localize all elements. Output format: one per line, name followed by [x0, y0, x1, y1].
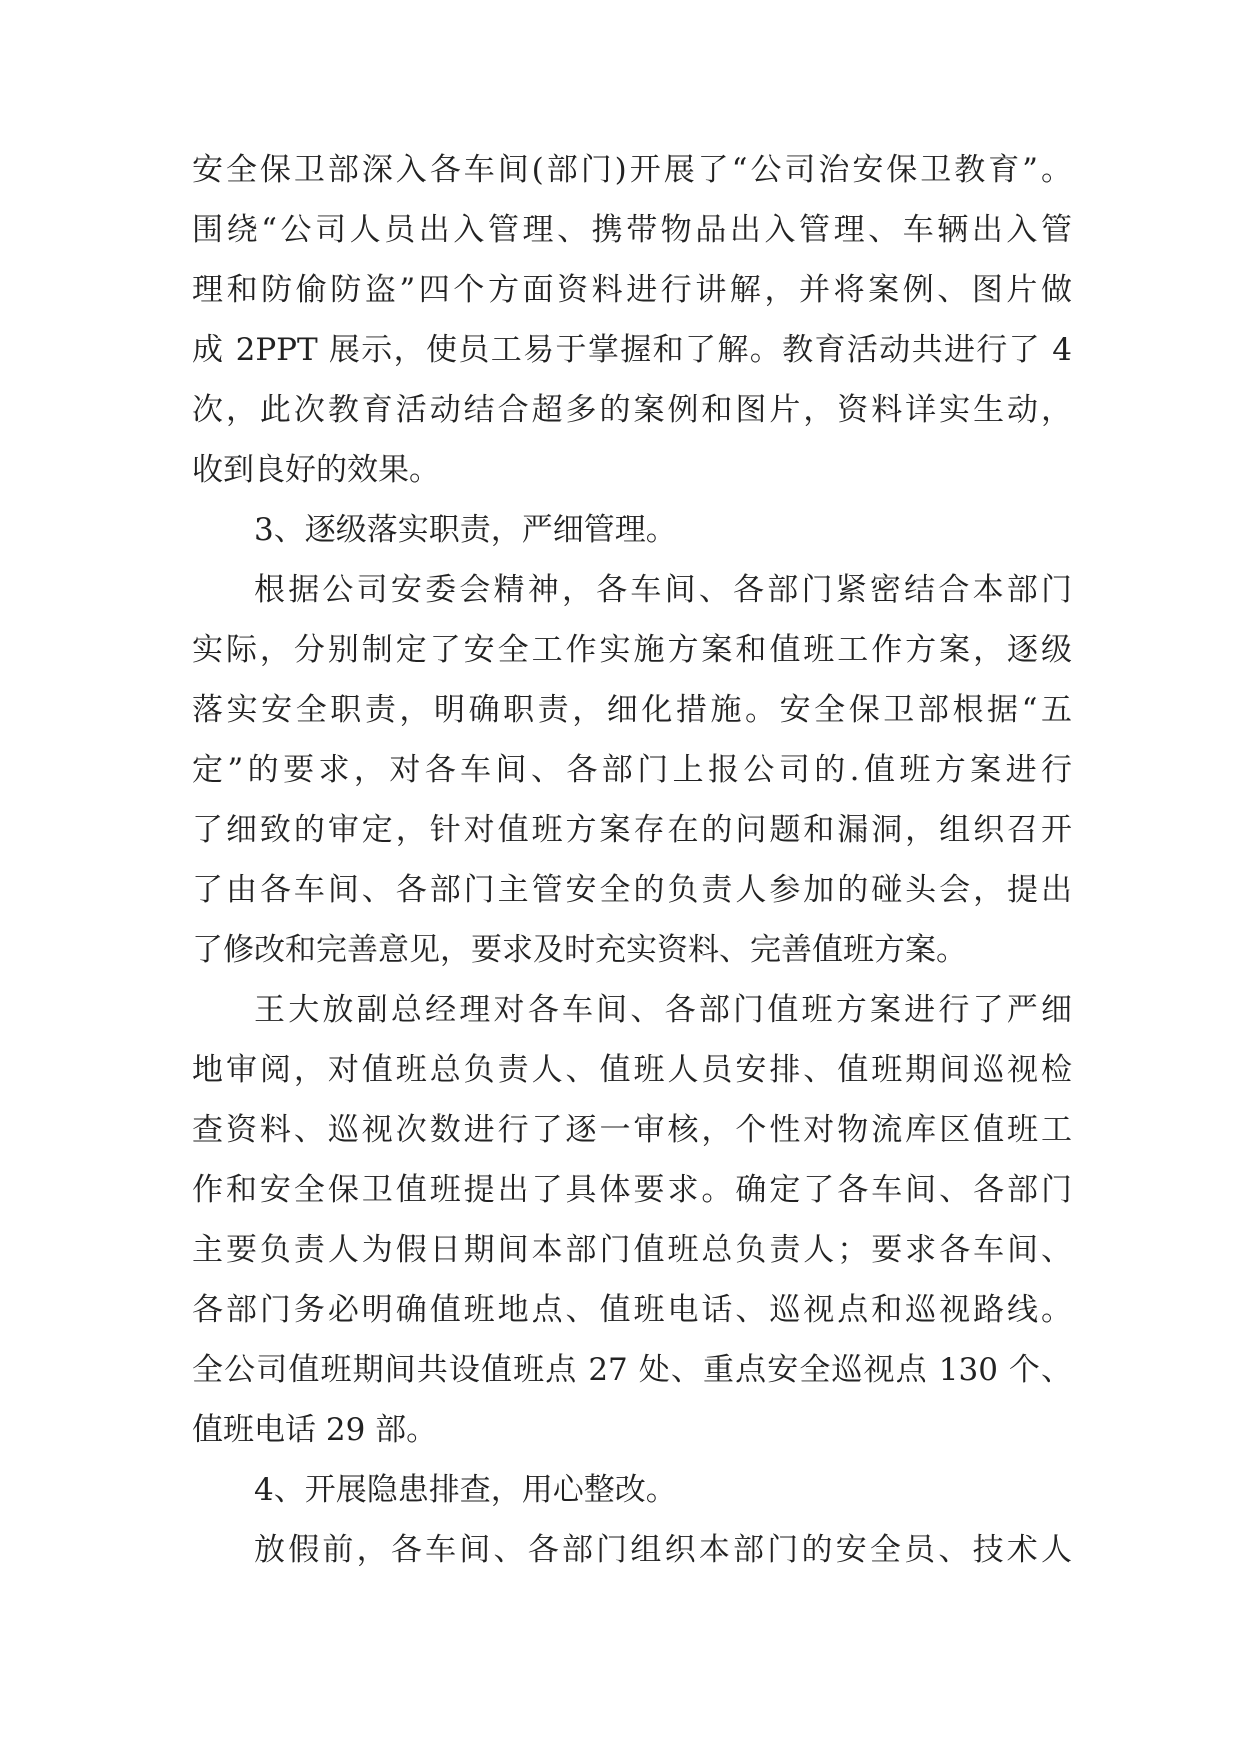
- paragraph-line: 定”的要求，对各车间、各部门上报公司的.值班方案进行: [192, 752, 1072, 788]
- paragraph-line: 理和防偷防盗”四个方面资料进行讲解，并将案例、图片做: [192, 272, 1072, 308]
- paragraph-line: 了细致的审定，针对值班方案存在的问题和漏洞，组织召开: [192, 812, 1072, 848]
- paragraph-line: 成 2PPT 展示，使员工易于掌握和了解。教育活动共进行了 4: [192, 332, 1072, 368]
- paragraph-line: 地审阅，对值班总负责人、值班人员安排、值班期间巡视检: [192, 1052, 1072, 1088]
- paragraph-line: 收到良好的效果。: [192, 452, 440, 488]
- paragraph-line: 值班电话 29 部。: [192, 1412, 438, 1448]
- paragraph-line: 各部门务必明确值班地点、值班电话、巡视点和巡视路线。: [192, 1292, 1072, 1328]
- paragraph-line: 了由各车间、各部门主管安全的负责人参加的碰头会，提出: [192, 872, 1072, 908]
- section-heading: 3、逐级落实职责，严细管理。: [254, 512, 677, 548]
- paragraph-line: 次，此次教育活动结合超多的案例和图片，资料详实生动，: [192, 392, 1072, 428]
- paragraph-line: 围绕“公司人员出入管理、携带物品出入管理、车辆出入管: [192, 212, 1072, 248]
- paragraph-line: 落实安全职责，明确职责，细化措施。安全保卫部根据“五: [192, 692, 1072, 728]
- paragraph-line: 王大放副总经理对各车间、各部门值班方案进行了严细: [254, 992, 1072, 1028]
- paragraph-line: 根据公司安委会精神，各车间、各部门紧密结合本部门: [254, 572, 1072, 608]
- paragraph-line: 全公司值班期间共设值班点 27 处、重点安全巡视点 130 个、: [192, 1352, 1072, 1388]
- paragraph-line: 主要负责人为假日期间本部门值班总负责人；要求各车间、: [192, 1232, 1072, 1268]
- paragraph-line: 放假前，各车间、各部门组织本部门的安全员、技术人: [254, 1532, 1072, 1568]
- paragraph-line: 安全保卫部深入各车间(部门)开展了“公司治安保卫教育”。: [192, 152, 1072, 188]
- paragraph-line: 作和安全保卫值班提出了具体要求。确定了各车间、各部门: [192, 1172, 1072, 1208]
- section-heading: 4、开展隐患排查，用心整改。: [254, 1472, 677, 1508]
- paragraph-line: 实际，分别制定了安全工作实施方案和值班工作方案，逐级: [192, 632, 1072, 668]
- paragraph-line: 查资料、巡视次数进行了逐一审核，个性对物流库区值班工: [192, 1112, 1072, 1148]
- paragraph-line: 了修改和完善意见，要求及时充实资料、完善值班方案。: [192, 932, 967, 968]
